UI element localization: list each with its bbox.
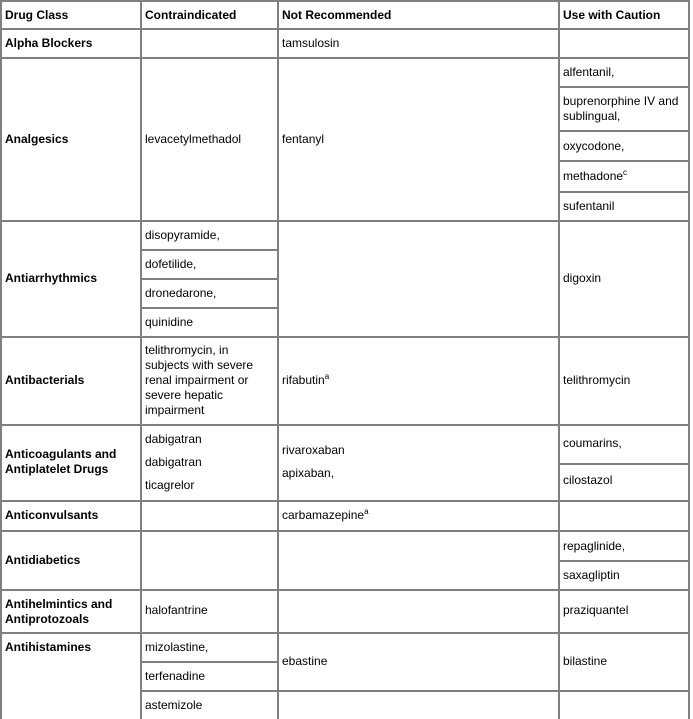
footnote-marker: a bbox=[324, 372, 330, 381]
grid-line bbox=[0, 0, 690, 2]
drug-cell: tamsulosin bbox=[282, 36, 340, 50]
grid-line bbox=[0, 632, 690, 634]
drug-name: rifabutin bbox=[282, 373, 325, 387]
drug-cell: dabigatran bbox=[145, 432, 202, 446]
drug-cell: apixaban, bbox=[282, 466, 335, 480]
header-not-recommended: Not Recommended bbox=[282, 8, 392, 22]
grid-line bbox=[0, 500, 690, 502]
drug-cell: terfenadine bbox=[145, 669, 206, 683]
grid-line bbox=[0, 57, 690, 59]
drug-class-cell: Antidiabetics bbox=[5, 553, 81, 567]
header-contraindicated: Contraindicated bbox=[145, 8, 237, 22]
drug-class-cell: Antibacterials bbox=[5, 373, 85, 387]
grid-line bbox=[0, 28, 690, 30]
drug-class-cell: Antihistamines bbox=[5, 640, 92, 654]
drug-cell: telithromycin bbox=[563, 373, 631, 387]
drug-cell: rivaroxaban bbox=[282, 443, 345, 457]
grid-line bbox=[560, 86, 690, 88]
drug-cell: sufentanil bbox=[563, 199, 615, 213]
header-use-with-caution: Use with Caution bbox=[563, 8, 661, 22]
grid-line bbox=[277, 0, 279, 719]
drug-cell: dofetilide, bbox=[145, 257, 197, 271]
grid-line bbox=[0, 0, 2, 719]
drug-cell: praziquantel bbox=[563, 603, 629, 617]
drug-cell: ticagrelor bbox=[145, 478, 195, 492]
footnote-marker: c bbox=[623, 168, 628, 177]
drug-class-cell: Anticoagulants and Antiplatelet Drugs bbox=[5, 447, 117, 476]
drug-cell: telithromycin, in subjects with severe renal impairment or severe hepatic impairment bbox=[145, 343, 254, 417]
grid-line bbox=[140, 0, 142, 719]
grid-line bbox=[688, 0, 690, 719]
grid-line bbox=[558, 0, 560, 719]
drug-cell: cilostazol bbox=[563, 473, 613, 487]
drug-cell: saxagliptin bbox=[563, 568, 620, 582]
drug-name: carbamazepine bbox=[282, 508, 365, 522]
grid-line bbox=[560, 130, 690, 132]
drug-cell: levacetylmethadol bbox=[145, 132, 242, 146]
drug-cell: oxycodone, bbox=[563, 139, 625, 153]
drug-class-cell: Antiarrhythmics bbox=[5, 271, 98, 285]
grid-line bbox=[560, 191, 690, 193]
drug-cell: astemizole bbox=[145, 698, 203, 712]
grid-line bbox=[0, 336, 690, 338]
drug-cell: mizolastine, bbox=[145, 640, 209, 654]
drug-cell: disopyramide, bbox=[145, 228, 220, 242]
drug-cell: buprenorphine IV and sublingual, bbox=[563, 94, 679, 123]
grid-line bbox=[141, 661, 278, 663]
grid-line bbox=[141, 249, 278, 251]
drug-cell-with-footnote bbox=[282, 508, 369, 523]
drug-cell: ebastine bbox=[282, 654, 328, 668]
grid-line bbox=[560, 160, 690, 162]
grid-line bbox=[0, 424, 690, 426]
grid-line bbox=[560, 463, 690, 465]
drug-cell: digoxin bbox=[563, 271, 602, 285]
drug-name: methadone bbox=[563, 169, 624, 183]
drug-class-cell: Anticonvulsants bbox=[5, 508, 99, 522]
drug-cell: fentanyl bbox=[282, 132, 325, 146]
drug-cell: repaglinide, bbox=[563, 539, 626, 553]
drug-cell: halofantrine bbox=[145, 603, 208, 617]
drug-cell: dronedarone, bbox=[145, 286, 217, 300]
drug-cell-with-footnote bbox=[282, 373, 329, 388]
drug-class-cell: Antihelmintics and Antiprotozoals bbox=[5, 597, 113, 626]
drug-cell: bilastine bbox=[563, 654, 608, 668]
footnote-marker: a bbox=[364, 507, 369, 516]
grid-line bbox=[141, 690, 690, 692]
grid-line bbox=[141, 278, 278, 280]
drug-cell-with-footnote bbox=[563, 169, 627, 184]
drug-cell: alfentanil, bbox=[563, 65, 615, 79]
drug-class-cell: Alpha Blockers bbox=[5, 36, 93, 50]
header-drug-class: Drug Class bbox=[5, 8, 69, 22]
drug-class-cell: Analgesics bbox=[5, 132, 69, 146]
grid-line bbox=[560, 560, 690, 562]
grid-line bbox=[0, 589, 690, 591]
drug-cell: dabigatran bbox=[145, 455, 202, 469]
grid-line bbox=[141, 307, 278, 309]
grid-line bbox=[0, 220, 690, 222]
grid-line bbox=[0, 530, 690, 532]
drug-cell: coumarins, bbox=[563, 436, 622, 450]
drug-cell: quinidine bbox=[145, 315, 194, 329]
